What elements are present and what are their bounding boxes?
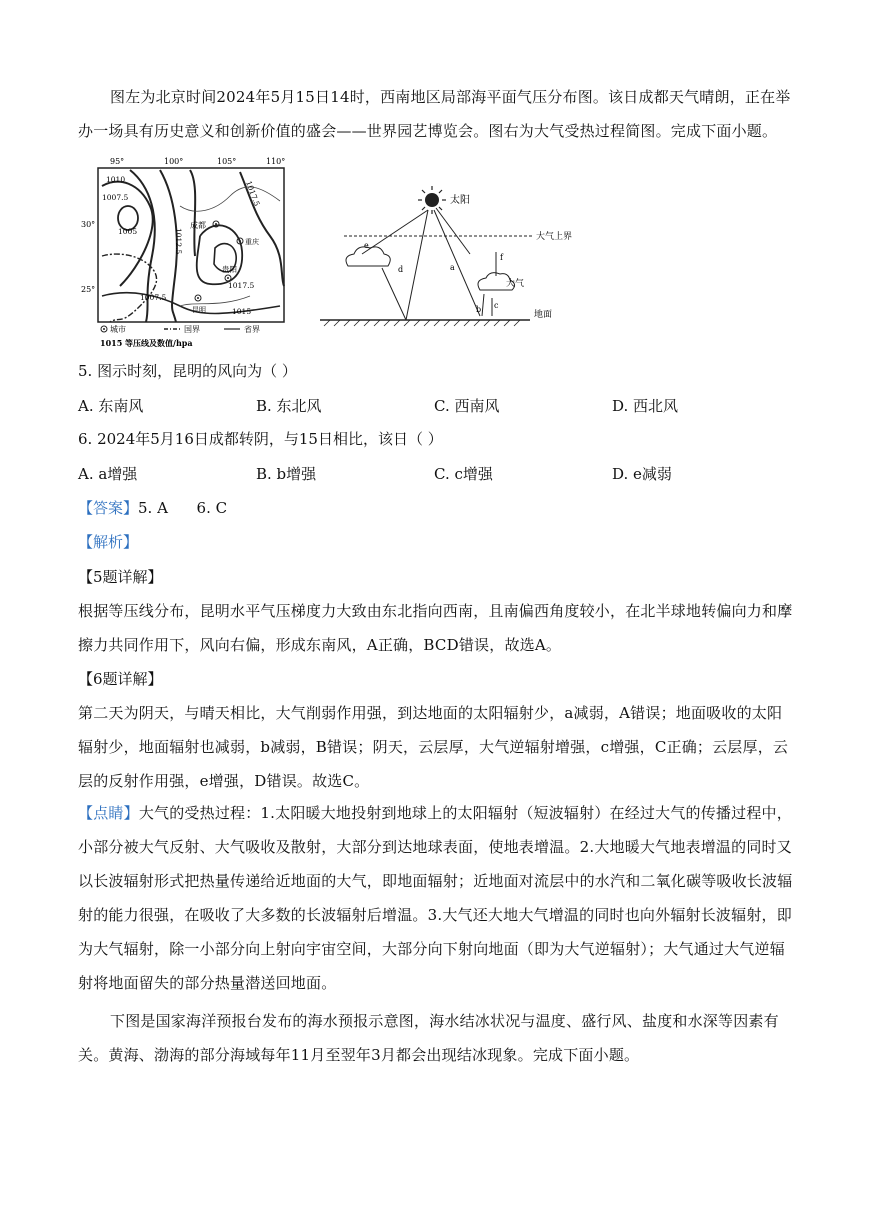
lon-label-95: 95° [110,157,125,166]
q6-option-c[interactable]: C. c增强 [434,465,493,483]
q5-option-d[interactable]: D. 西北风 [612,397,679,415]
city-chengdu: 成都 [190,221,206,230]
lat-label-30: 30° [81,220,96,229]
q6-stem: 6. 2024年5月16日成都转阴，与15日相比，该日（ ） [78,430,443,448]
tip-paragraph [78,796,794,1000]
legend-province: 省界 [244,325,260,334]
atmosphere-label: 大气 [506,279,525,289]
upper-boundary-label: 大气上界 [536,232,573,242]
tip-tag: 【点睛】 [78,804,139,822]
arrow-label-e: e [364,241,369,250]
answer-text: 5. A 6. C [138,499,228,517]
tip-text: 大气的受热过程：1.太阳暖大地投射到地球上的太阳辐射（短波辐射）在经过大气的传播过程中，小部分被大气反射、大气吸收及散射，大部分到达地球表面，使地表增温。2.大地暖大气地表增温的同时又以长波辐射形式把热量传递给近地面的大气，即地面辐射；近地面对流层中的水汽和二氧化碳等吸收长波辐射的能力很强，在吸收了大多数的长波辐射后增温。3.大气还大地大气增温的同时也向外辐射长波辐射，即为大气辐射，除一小部分向上射向宇宙空间，大部分向下射向地面（即为大气逆辐射）；大气通过大气逆辐射将地面留失的部分热量潜送回地面。 [78,804,793,992]
arrow-label-f: f [500,253,503,262]
q6-option-a[interactable]: A. a增强 [78,465,138,483]
isobar-label-1017.5-top: 1017.5 [244,179,262,208]
answer-tag: 【答案】 [78,499,139,517]
q6-options [78,463,794,485]
q5-stem: 5. 图示时刻，昆明的风向为（ ） [78,362,297,380]
isobar-label-1007.5-bottom: 1007.5 [140,293,167,302]
q5-option-a[interactable]: A. 东南风 [78,397,144,415]
lon-label-105: 105° [217,157,237,166]
city-guiyang: 贵阳 [222,265,237,274]
q6-detail-title: 【6题详解】 [78,670,163,688]
q6-detail-text: 第二天为阴天，与晴天相比，大气削弱作用强，到达地面的太阳辐射少，a减弱，A错误；地面吸收的太阳辐射少，地面辐射也减弱，b减弱，B错误；阴天，云层厚，大气逆辐射增强，c增强，C正确；云层厚，云层的反射作用强，e增强，D错误。故选C。 [78,704,789,790]
q6-option-d[interactable]: D. e减弱 [612,465,672,483]
arrow-label-a: a [450,263,455,272]
lat-label-25: 25° [81,285,96,294]
isobar-label-1005: 1005 [118,227,138,236]
q5-option-c[interactable]: C. 西南风 [434,397,500,415]
city-kunming: 昆明 [192,306,206,314]
ground-label: 地面 [534,310,553,320]
q6-option-b[interactable]: B. b增强 [256,465,317,483]
isobar-label-1017.5-right: 1017.5 [228,281,255,290]
q5-detail-title: 【5题详解】 [78,568,163,586]
sun-label: 太阳 [450,195,470,206]
isobar-label-1012.5: 1012.5 [174,228,183,255]
isobar-label-1015-right: 1015 [232,307,252,316]
legend-border: 国界 [184,325,200,334]
q5-detail-text: 根据等压线分布，昆明水平气压梯度力大致由东北指向西南，且南偏西角度较小，在北半球地转偏向力和摩擦力共同作用下，风向右偏，形成东南风，A正确，BCD错误，故选A。 [78,602,793,654]
isobar-label-1010: 1010 [106,175,126,184]
pressure-map [80,156,290,352]
atmosphere-heating-diagram [320,180,580,330]
arrow-label-c: c [494,301,499,310]
lon-label-110: 110° [266,157,286,166]
analysis-tag: 【解析】 [78,533,139,551]
city-chongqing: 重庆 [245,238,259,246]
isobar-label-1007.5-top: 1007.5 [102,193,129,202]
answer-line [78,497,227,519]
arrow-label-d: d [398,265,404,274]
legend-city: 城市 [110,325,126,334]
q5-option-b[interactable]: B. 东北风 [256,397,322,415]
legend-isobar: 1015 等压线及数值/hpa [100,338,193,348]
intro-paragraph: 图左为北京时间2024年5月15日14时，西南地区局部海平面气压分布图。该日成都天气晴朗，正在举办一场具有历史意义和创新价值的盛会——世界园艺博览会。图右为大气受热过程简图。完成下面小题。 [78,88,791,140]
q5-options [78,395,794,417]
lon-label-100: 100° [164,157,184,166]
next-intro-paragraph: 下图是国家海洋预报台发布的海水预报示意图，海水结冰状况与温度、盛行风、盐度和水深等因素有关。黄海、渤海的部分海域每年11月至翌年3月都会出现结冰现象。完成下面小题。 [78,1012,779,1064]
arrow-label-b: b [476,305,482,314]
